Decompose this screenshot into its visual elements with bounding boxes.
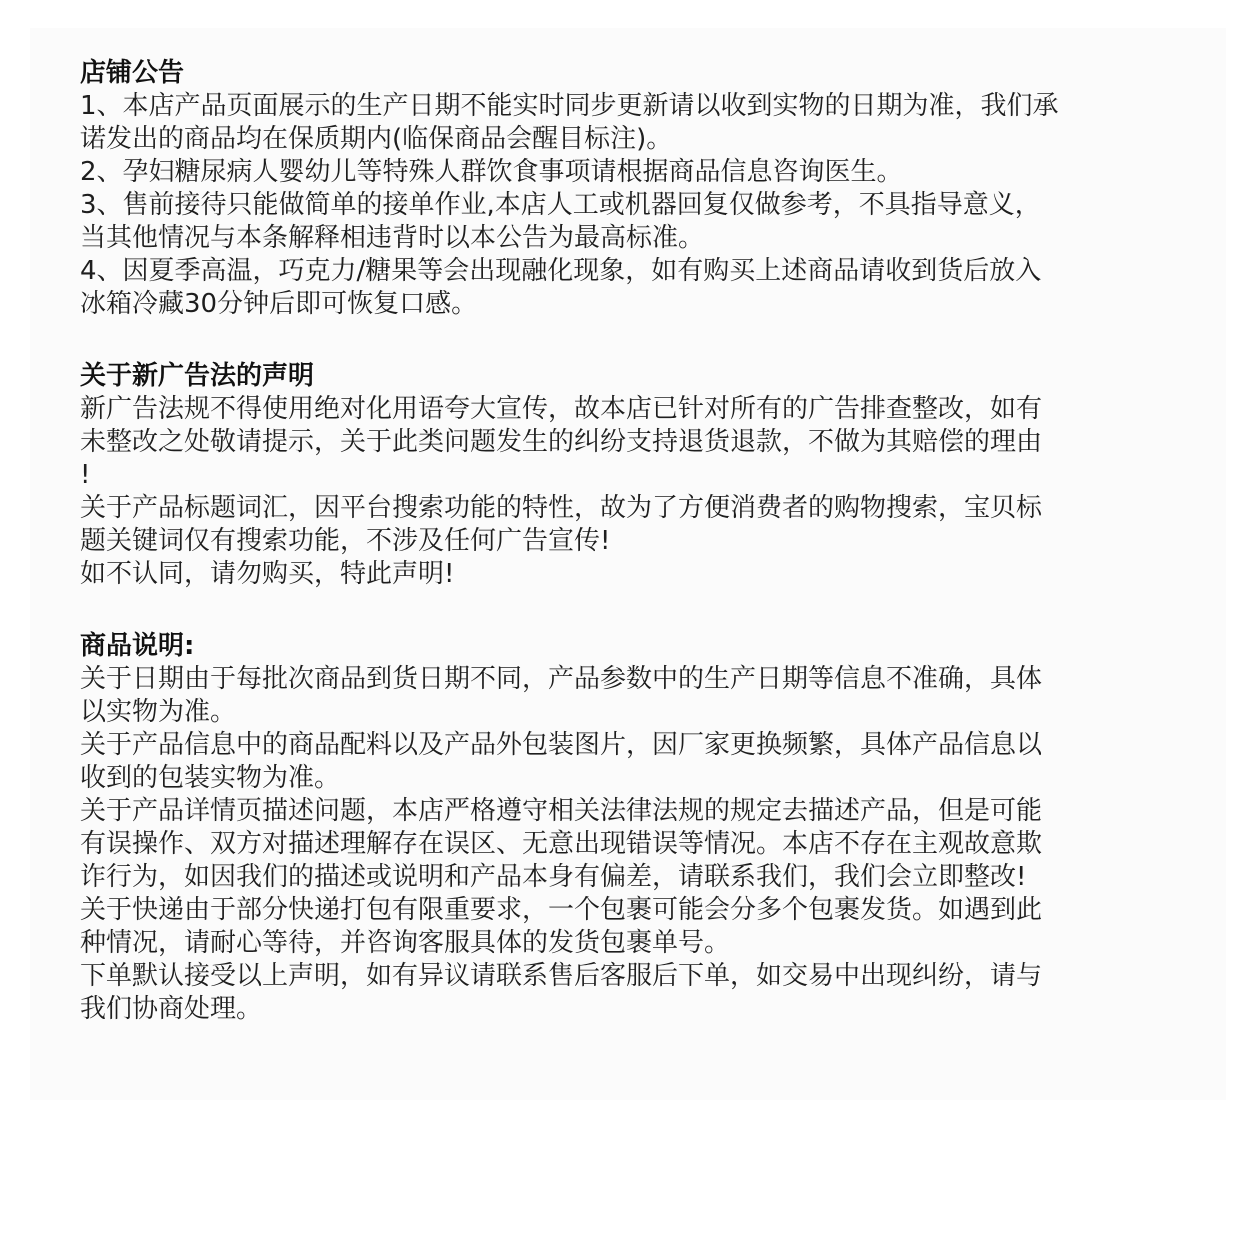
text-line: 诺发出的商品均在保质期内(临保商品会醒目标注)。 [80,124,673,154]
section-store-announcement [80,56,1190,321]
section-product-description [80,629,1190,1026]
section-heading: 关于新广告法的声明 [80,361,315,391]
text-line: 4、因夏季高温，巧克力/糖果等会出现融化现象，如有购买上述商品请收到货后放入 [80,256,1042,286]
text-line: 诈行为，如因我们的描述或说明和产品本身有偏差，请联系我们，我们会立即整改! [80,862,1027,892]
notice-panel [30,28,1226,1100]
text-line: 有误操作、双方对描述理解存在误区、无意出现错误等情况。本店不存在主观故意欺 [80,829,1043,859]
text-line: 冰箱冷藏30分钟后即可恢复口感。 [80,289,478,319]
text-line: 关于日期由于每批次商品到货日期不同，产品参数中的生产日期等信息不准确，具体 [80,664,1043,694]
text-line: 1、本店产品页面展示的生产日期不能实时同步更新请以收到实物的日期为准，我们承 [80,91,1059,121]
text-line: 如不认同，请勿购买，特此声明! [80,559,455,589]
text-line: 以实物为准。 [80,697,237,727]
text-line: 关于产品详情页描述问题，本店严格遵守相关法律法规的规定去描述产品，但是可能 [80,796,1043,826]
section-heading: 店铺公告 [80,58,185,88]
section-heading: 商品说明: [80,631,195,661]
text-line: 未整改之处敬请提示，关于此类问题发生的纠纷支持退货退款，不做为其赔偿的理由 [80,427,1043,457]
text-line: 关于产品标题词汇，因平台搜索功能的特性，故为了方便消费者的购物搜索，宝贝标 [80,493,1043,523]
text-line: 下单默认接受以上声明，如有异议请联系售后客服后下单，如交易中出现纠纷，请与 [80,961,1043,991]
text-line: 2、孕妇糖尿病人婴幼儿等特殊人群饮食事项请根据商品信息咨询医生。 [80,157,903,187]
text-line: 种情况，请耐心等待，并咨询客服具体的发货包裹单号。 [80,928,731,958]
text-line: 我们协商处理。 [80,994,263,1024]
text-line: 收到的包装实物为准。 [80,763,341,793]
section-ad-law-statement [80,359,1190,591]
text-line: 关于产品信息中的商品配料以及产品外包装图片，因厂家更换频繁，具体产品信息以 [80,730,1043,760]
text-line: 题关键词仅有搜索功能，不涉及任何广告宣传! [80,526,611,556]
text-line: 关于快递由于部分快递打包有限重要求，一个包裹可能会分多个包裹发货。如遇到此 [80,895,1043,925]
text-line: 3、售前接待只能做简单的接单作业,本店人工或机器回复仅做参考，不具指导意义， [80,190,1041,220]
text-line: 新广告法规不得使用绝对化用语夸大宣传，故本店已针对所有的广告排查整改，如有 [80,394,1043,424]
text-line: 当其他情况与本条解释相违背时以本公告为最高标准。 [80,223,705,253]
text-line: ! [80,460,91,490]
